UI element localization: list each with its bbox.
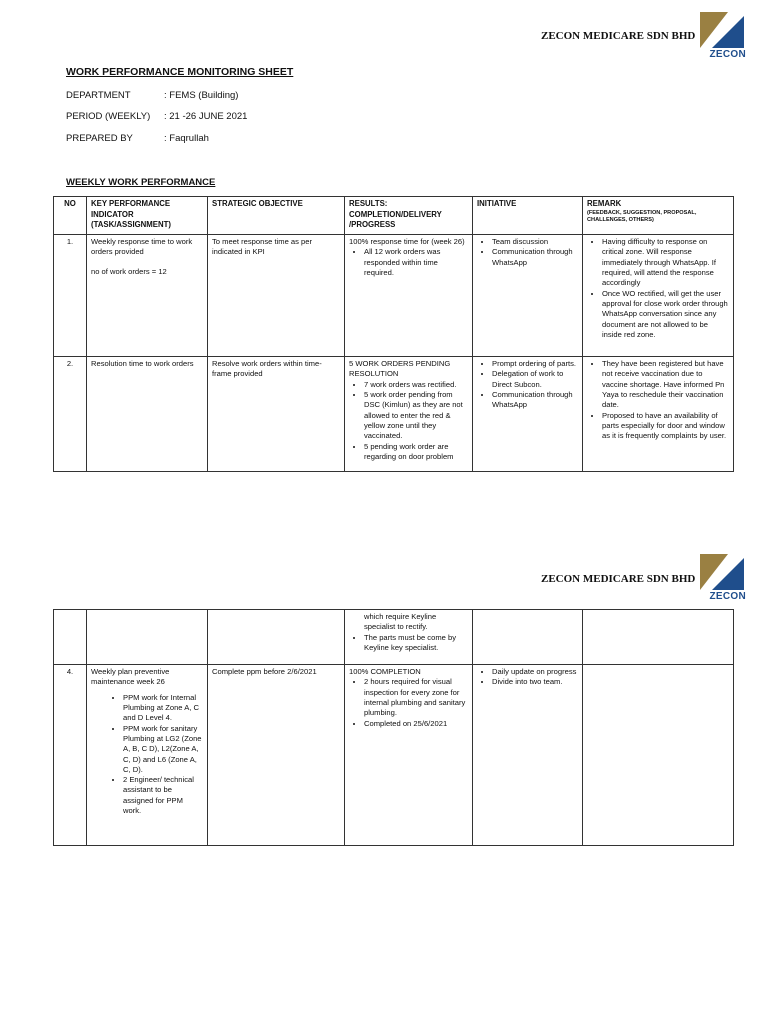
zecon-logo-icon (698, 554, 746, 590)
row-results (345, 610, 473, 665)
row-kpi: Resolution time to work orders (87, 357, 208, 472)
row-no: 2. (54, 357, 87, 472)
remark-bullet: • Once WO rectified, will get the user approval for close work order through WhatsApp conversation since any document are not allowed to be inside red zone. (602, 289, 729, 341)
row-remark (583, 235, 734, 357)
table-row (54, 235, 734, 357)
results-bullet: • The parts must be come by Keyline key specialist. (364, 633, 468, 654)
results-bullet: • Completed on 25/6/2021 (364, 719, 468, 729)
logo-text: ZECON (709, 591, 746, 602)
row-kpi (87, 610, 208, 665)
row-remark (583, 357, 734, 472)
kpi-table (53, 196, 734, 472)
header-remark-sub: (FEEDBACK, SUGGESTION, PROPOSAL, CHALLENGES, OTHERS) (587, 209, 697, 223)
results-bullet: • 5 pending work order are regarding on door problem (364, 442, 468, 463)
row-results (345, 235, 473, 357)
remark-bullet: • They have been registered but have not receive vaccination due to vaccine shortage. Have informed Pn Yaya to reschedule their vaccination date. (602, 359, 729, 411)
header-remark-label: REMARK (587, 199, 622, 208)
row-initiative (473, 357, 583, 472)
row-results (345, 357, 473, 472)
table-header-row (54, 197, 734, 235)
kpi-bullet: • PPM work for sanitary Plumbing at LG2 (Zone A, B, C D), L2(Zone A, C, D) and L6 (Zone A, C, D). (123, 724, 203, 776)
results-text: 100% COMPLETION (349, 667, 421, 676)
header-results: RESULTS: COMPLETION/DELIVERY /PROGRESS (345, 197, 473, 235)
row-no: 1. (54, 235, 87, 357)
initiative-bullet: • Daily update on progress (492, 667, 578, 677)
initiative-bullet: • Team discussion (492, 237, 578, 247)
header-objective: STRATEGIC OBJECTIVE (208, 197, 345, 235)
row-objective: To meet response time as per indicated in KPI (208, 235, 345, 357)
results-text: 5 WORK ORDERS PENDING RESOLUTION (349, 359, 451, 379)
kpi-intro: Weekly plan preventive maintenance week 26 (91, 667, 170, 687)
sheet-title: WORK PERFORMANCE MONITORING SHEET (66, 66, 294, 78)
company-name: ZECON MEDICARE SDN BHD (541, 573, 696, 585)
logo-text: ZECON (709, 49, 746, 60)
row-results (345, 665, 473, 846)
header-no: NO (54, 197, 87, 235)
remark-bullet: • Proposed to have an availability of parts especially for door and window as it is frequently complaints by user. (602, 411, 729, 442)
header-initiative: INITIATIVE (473, 197, 583, 235)
kpi-bullet: • PPM work for Internal Plumbing at Zone A, C and D Level 4. (123, 693, 203, 724)
page-2 (0, 540, 768, 1024)
row-initiative (473, 610, 583, 665)
row-objective: Complete ppm before 2/6/2021 (208, 665, 345, 846)
table-row-continued (54, 610, 734, 665)
results-text: which require Keyline specialist to rectify. (364, 612, 437, 632)
meta-label: DEPARTMENT (66, 90, 131, 101)
header-kpi: KEY PERFORMANCE INDICATOR (TASK/ASSIGNMENT) (87, 197, 208, 235)
row-initiative (473, 235, 583, 357)
initiative-bullet: • Divide into two team. (492, 677, 578, 687)
results-bullet: • All 12 work orders was responded within time required. (364, 247, 468, 278)
initiative-bullet: • Communication through WhatsApp (492, 247, 578, 268)
row-objective (208, 610, 345, 665)
meta-value: : FEMS (Building) (164, 90, 239, 101)
kpi-line: Weekly response time to work orders provided (91, 237, 193, 257)
company-name: ZECON MEDICARE SDN BHD (541, 30, 696, 42)
initiative-bullet: • Delegation of work to Direct Subcon. (492, 369, 578, 390)
row-no: 4. (54, 665, 87, 846)
results-bullet: • 5 work order pending from DSC (Kimlun) as they are not allowed to enter the red & yellow zone until they vaccinated. (364, 390, 468, 442)
results-bullet: • 2 hours required for visual inspection for every zone for internal plumbing and sanitary plumbing. (364, 677, 468, 718)
row-no (54, 610, 87, 665)
meta-value: : Faqrullah (164, 133, 209, 144)
table-row (54, 665, 734, 846)
table-row (54, 357, 734, 472)
row-remark (583, 665, 734, 846)
meta-value: : 21 -26 JUNE 2021 (164, 111, 248, 122)
remark-bullet: • Having difficulty to response on critical zone. Will response immediately through WhatsApp. If required, will attend the response accordingly (602, 237, 729, 289)
row-initiative (473, 665, 583, 846)
section-title: WEEKLY WORK PERFORMANCE (66, 177, 216, 188)
company-logo (698, 554, 746, 602)
row-objective: Resolve work orders within time-frame provided (208, 357, 345, 472)
row-kpi (87, 665, 208, 846)
results-text: 100% response time for (week 26) (349, 237, 465, 246)
meta-label: PREPARED BY (66, 133, 133, 144)
zecon-logo-icon (698, 12, 746, 48)
results-bullet: • 7 work orders was rectified. (364, 380, 468, 390)
header-remark (583, 197, 734, 235)
company-logo (698, 12, 746, 60)
initiative-bullet: • Communication through WhatsApp (492, 390, 578, 411)
page-1 (0, 0, 768, 500)
kpi-line: no of work orders = 12 (91, 266, 167, 276)
kpi-bullet: • 2 Engineer/ technical assistant to be assigned for PPM work. (123, 775, 203, 816)
kpi-table-continued (53, 609, 734, 846)
row-remark (583, 610, 734, 665)
meta-label: PERIOD (WEEKLY) (66, 111, 151, 122)
row-kpi (87, 235, 208, 357)
initiative-bullet: • Prompt ordering of parts. (492, 359, 578, 369)
